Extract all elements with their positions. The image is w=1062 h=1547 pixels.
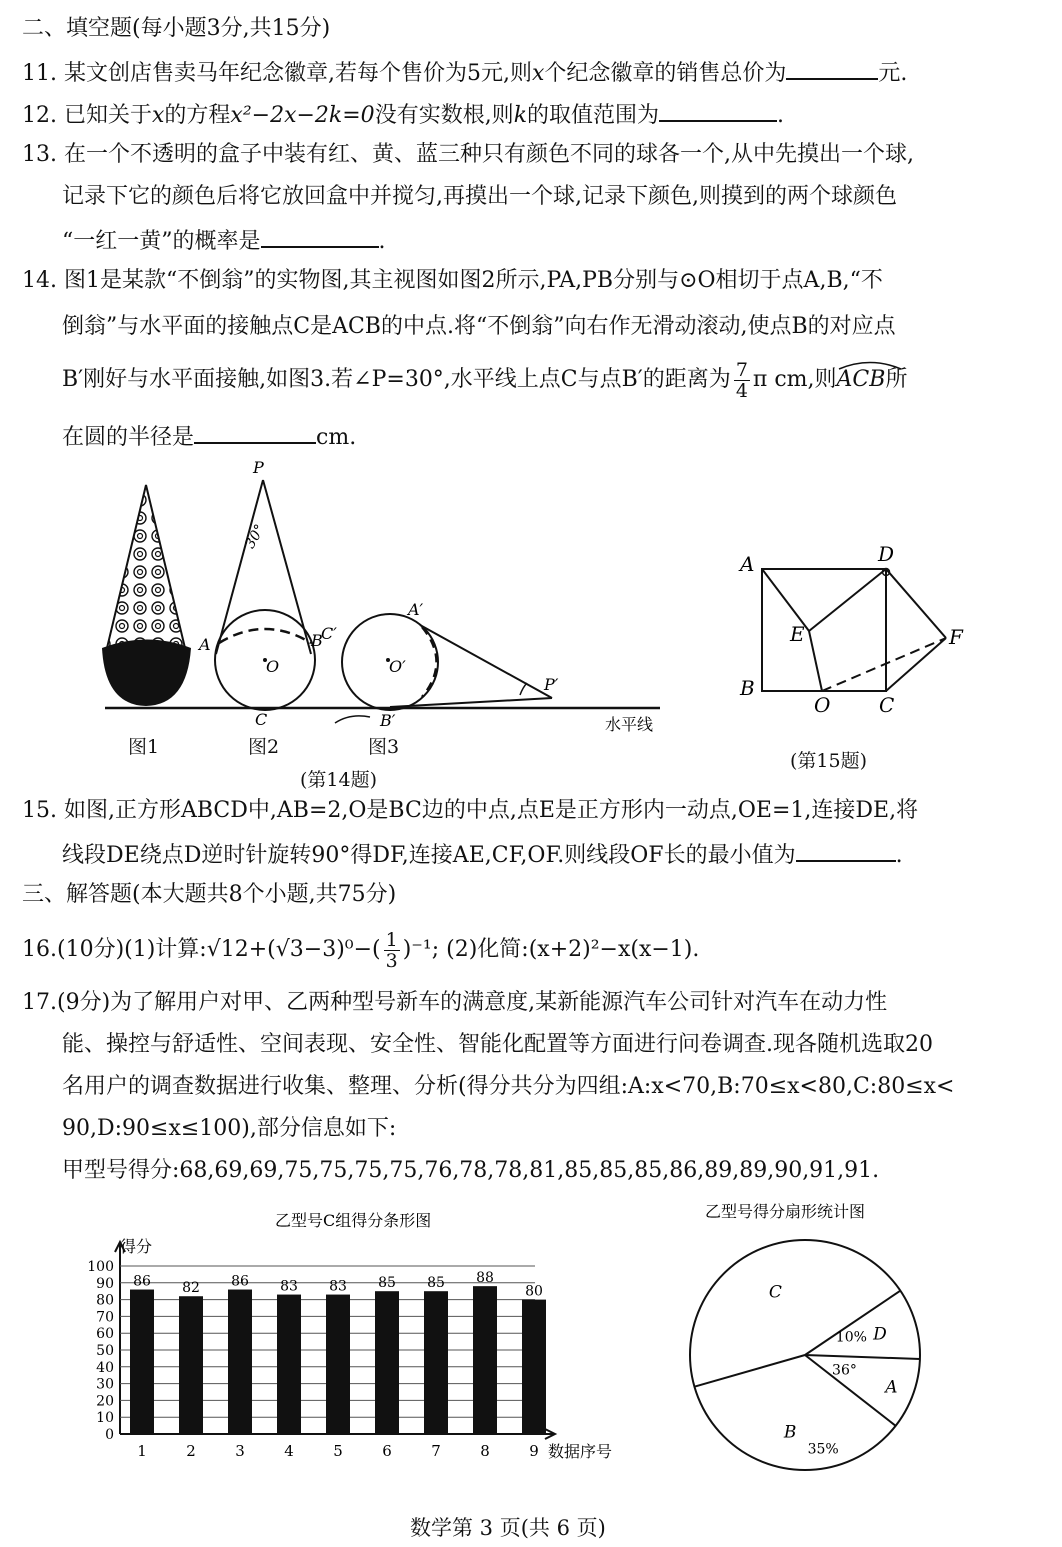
label-C-prime: C′ xyxy=(321,624,337,643)
q17-line3: 名用户的调查数据进行收集、整理、分析(得分共分为四组:A:x<70,B:70≤x<80,C:80≤x< xyxy=(62,1074,955,1099)
q13-answer-blank[interactable] xyxy=(261,224,379,248)
y-tick-label: 80 xyxy=(96,1292,114,1309)
q14-line4: 在圆的半径是 cm. xyxy=(62,420,356,453)
bar-value-label: 88 xyxy=(476,1270,494,1287)
fig15-title: (第15题) xyxy=(790,750,868,772)
q14-fraction: $\frac{7}{4}$ xyxy=(735,358,748,402)
q17-line5: 甲型号得分:68,69,69,75,75,75,75,76,78,78,81,85,85,85,86,89,89,90,91,91. xyxy=(62,1158,880,1183)
bar-value-label: 86 xyxy=(133,1273,151,1290)
q14-line3: B′刚好与水平面接触,如图3.若∠P=30°,水平线上点C与点B′的距离为 $\frac{7}{4}$ π cm,则 ACB所 xyxy=(62,358,908,402)
pie-slice-value: 10% xyxy=(835,1329,867,1346)
bar-chart-ylabel: 得分 xyxy=(120,1237,153,1256)
y-tick-label: 30 xyxy=(96,1376,114,1393)
bar xyxy=(130,1290,154,1434)
q17-line1: 17.(9分)为了解用户对甲、乙两种型号新车的满意度,某新能源汽车公司针对汽车在动力性 xyxy=(22,990,888,1015)
label-A: A xyxy=(199,635,211,654)
bar xyxy=(326,1295,350,1434)
y-tick-label: 50 xyxy=(96,1343,114,1359)
q12: 12. 已知关于x的方程x²−2x−2k=0没有实数根,则k的取值范围为 . xyxy=(22,98,784,131)
front-view-figure xyxy=(197,458,323,729)
y-tick-label: 90 xyxy=(96,1275,114,1292)
q17-line2: 能、操控与舒适性、空间表现、安全性、智能化配置等方面进行问卷调查.现各随机选取20 xyxy=(62,1032,933,1057)
label-B-prime: B′ xyxy=(380,711,396,730)
q14-answer-blank[interactable] xyxy=(194,420,316,444)
pie-slice-boundary xyxy=(805,1355,920,1359)
y-tick-label: 60 xyxy=(96,1326,114,1343)
y-tick-label: 0 xyxy=(105,1427,114,1443)
figure-15 xyxy=(730,535,980,725)
y-tick-label: 100 xyxy=(87,1259,114,1275)
label-F: F xyxy=(949,625,963,649)
x-tick-label: 6 xyxy=(382,1442,392,1460)
label-B: B xyxy=(740,676,755,700)
pie-slice-value: 36° xyxy=(832,1362,857,1379)
label-O-prime: O′ xyxy=(389,657,406,676)
bar xyxy=(228,1290,252,1434)
bar-value-label: 83 xyxy=(329,1278,347,1295)
pie-chart-title: 乙型号得分扇形统计图 xyxy=(705,1202,866,1221)
bar xyxy=(277,1295,301,1434)
section3-title: 三、解答题(本大题共8个小题,共75分) xyxy=(22,882,397,907)
x-tick-label: 2 xyxy=(186,1442,196,1460)
bar xyxy=(375,1291,399,1434)
q11: 11. 某文创店售卖马年纪念徽章,若每个售价为5元,则x个纪念徽章的销售总价为 元. xyxy=(22,56,907,89)
fig14-caption-1: 图1 xyxy=(128,736,160,758)
bar xyxy=(424,1291,448,1434)
bar-chart-title: 乙型号C组得分条形图 xyxy=(275,1211,432,1230)
label-A-prime: A′ xyxy=(408,600,424,619)
q17-line4: 90,D:90≤x≤100),部分信息如下: xyxy=(62,1116,397,1141)
label-D: D xyxy=(878,542,895,566)
pie-slice-label: C xyxy=(768,1282,782,1303)
label-O: O xyxy=(266,657,280,676)
bar-value-label: 85 xyxy=(427,1275,445,1292)
x-tick-label: 7 xyxy=(431,1442,441,1460)
label-E: E xyxy=(790,622,805,646)
q16-fraction: $\frac{1}{3}$ xyxy=(385,928,398,972)
rolled-view-figure xyxy=(321,600,559,730)
bar-value-label: 85 xyxy=(378,1275,396,1292)
fig14-caption-2: 图2 xyxy=(248,736,280,758)
x-tick-label: 3 xyxy=(235,1442,245,1460)
label-B: B xyxy=(311,631,323,650)
x-tick-label: 8 xyxy=(480,1442,490,1460)
bar-value-label: 82 xyxy=(182,1280,200,1297)
pie-slice-boundary xyxy=(694,1355,805,1387)
q15-answer-blank[interactable] xyxy=(796,838,896,862)
tumbler-photo xyxy=(102,485,191,706)
label-P: P xyxy=(253,458,264,477)
label-C: C xyxy=(879,693,895,717)
label-P-prime: P′ xyxy=(544,675,559,694)
q14-arc-acb: ACB xyxy=(837,358,886,402)
q15-line1: 15. 如图,正方形ABCD中,AB=2,O是BC边的中点,点E是正方形内一动点,OE=1,连接DE,将 xyxy=(22,798,919,823)
bar xyxy=(179,1296,203,1434)
q14-line2: 倒翁”与水平面的接触点C是ACB的中点.将“不倒翁”向右作无滑动滚动,使点B的对应点 xyxy=(62,314,896,339)
bar xyxy=(473,1286,497,1434)
y-tick-label: 40 xyxy=(96,1359,114,1376)
y-tick-label: 70 xyxy=(96,1309,114,1326)
q13-line2: 记录下它的颜色后将它放回盒中并搅匀,再摸出一个球,记录下颜色,则摸到的两个球颜色 xyxy=(62,184,897,209)
x-tick-label: 9 xyxy=(529,1442,539,1460)
section2-title: 二、填空题(每小题3分,共15分) xyxy=(22,16,331,41)
pie-slice-label: A xyxy=(885,1377,898,1398)
bar-chart xyxy=(80,1200,650,1470)
x-tick-label: 5 xyxy=(333,1442,343,1460)
label-angle: 30° xyxy=(242,521,269,552)
fig14-caption-3: 图3 xyxy=(368,736,400,758)
q12-answer-blank[interactable] xyxy=(659,98,777,122)
pie-slice-label: D xyxy=(873,1324,887,1345)
bar-value-label: 83 xyxy=(280,1278,298,1295)
q13-line3: “一红一黄”的概率是 . xyxy=(62,224,386,257)
y-tick-label: 10 xyxy=(96,1410,114,1427)
arc-mark-icon xyxy=(837,360,903,370)
bar-value-label: 86 xyxy=(231,1273,249,1290)
q13-line1: 13. 在一个不透明的盒子中装有红、黄、蓝三种只有颜色不同的球各一个,从中先摸出一个球, xyxy=(22,142,914,167)
pie-slice-boundary xyxy=(805,1291,900,1355)
q16: 16.(10分)(1)计算:√12+(√3−3)⁰−( $\frac{1}{3}$ )⁻¹; (2)化简:(x+2)²−x(x−1). xyxy=(22,928,700,972)
label-O: O xyxy=(814,693,831,717)
label-A: A xyxy=(740,552,755,576)
y-tick-label: 20 xyxy=(96,1393,114,1410)
fig14-title: (第14题) xyxy=(300,769,378,791)
q15-line2: 线段DE绕点D逆时针旋转90°得DF,连接AE,CF,OF.则线段OF长的最小值为 . xyxy=(62,838,903,871)
pie-slice-value: 35% xyxy=(807,1441,839,1458)
q14-line1: 14. 图1是某款“不倒翁”的实物图,其主视图如图2所示,PA,PB分别与⊙O相切于点A,B,“不 xyxy=(22,268,883,293)
bar-chart-xlabel: 数据序号 xyxy=(548,1442,613,1461)
figure-14 xyxy=(95,455,675,734)
bar xyxy=(522,1300,546,1434)
label-C: C xyxy=(255,710,268,729)
label-horizon: 水平线 xyxy=(605,715,654,734)
pie-slice-label: B xyxy=(783,1422,797,1443)
page-footer: 数学第 3 页(共 6 页) xyxy=(410,1516,606,1540)
pie-chart xyxy=(680,1195,940,1485)
bar-value-label: 80 xyxy=(525,1283,543,1300)
x-tick-label: 1 xyxy=(137,1442,147,1460)
q11-answer-blank[interactable] xyxy=(786,56,878,80)
x-tick-label: 4 xyxy=(284,1442,294,1460)
